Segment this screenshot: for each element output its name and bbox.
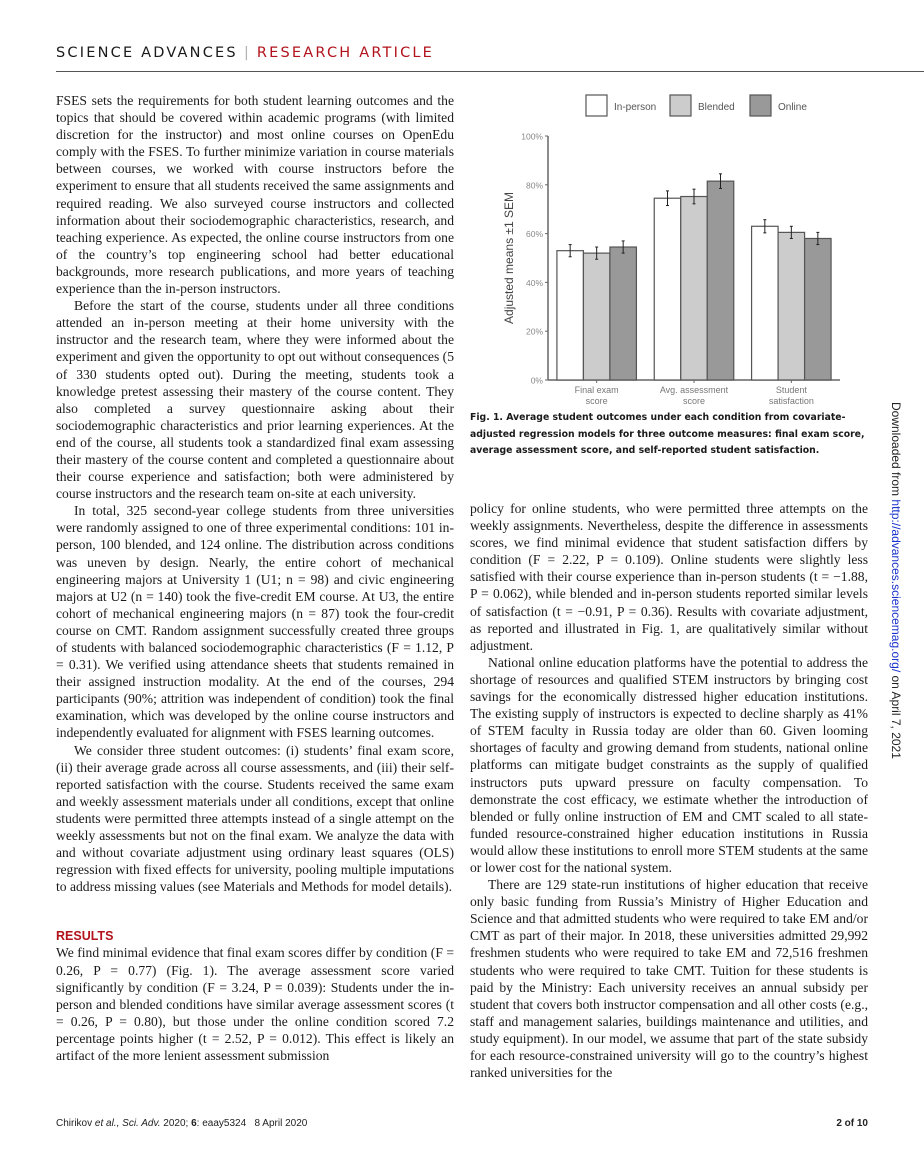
legend-label: In-person xyxy=(614,102,657,113)
bar-in-person xyxy=(654,198,681,380)
results-heading: RESULTS xyxy=(56,929,114,944)
x-tick-label: Student xyxy=(775,385,807,395)
download-note xyxy=(889,402,903,759)
y-tick-label: 40% xyxy=(525,277,543,288)
citation-etal: et al., xyxy=(94,1118,120,1129)
paragraph: There are 129 state-run institutions of higher education that receive only basic funding from Russia’s Ministry of Higher Education and Science and that admitted students who were required to take EM and/or CMT as part of their major. In 2018, these universities admitted 29,992 freshmen students who were required to take EM and 72,516 freshmen students who were required to take CMT. Tuition for these students is paid by the Ministry: Each university receives an annual subsidy per student that covers both instructor compensation and all other costs (e.g., staff and management salaries, buildings maintenance and utilities, and study equipment). In our model, we assume that part of the state subsidy for each resource-constrained university will go to the country’s highest ranked universities for the xyxy=(470,877,868,1081)
paragraph: Before the start of the course, students under all three conditions attended an in-person meeting at their home university with the instructor and the research team, where they were informed about the experiment and given the opportunity to opt out without consequences (5 of 330 students opted out). During the meeting, students took a knowledge pretest assessing their mastery of the course content. They also completed a survey questionnaire asking about their sociodemographic characteristics and prior learning experiences. At the end of the course, all students took a standardized final exam assessing their mastery of the course content and completed a questionnaire about their course experience and satisfaction; both were administered by course instructors and the research team on-site at each university. xyxy=(56,298,454,502)
y-axis-label: Adjusted means ±1 SEM xyxy=(502,192,516,324)
citation-year: 2020; xyxy=(163,1118,189,1129)
paragraph: policy for online students, who were permitted three attempts on the weekly assignments. Nevertheless, despite the difference in assessments scores, we find minimal evidence that student satisfaction differs by condition (F = 2.22, P = 0.109). Online students were slightly less satisfied with their course experience than in-person students (t = −1.88, P = 0.062), while blended and in-person students reported similar levels of satisfaction (t = −0.91, P = 0.36). Results with covariate adjustment, as reported and illustrated in Fig. 1, are qualitatively similar without adjustment. xyxy=(470,501,868,653)
article-type: RESEARCH ARTICLE xyxy=(256,45,435,61)
x-tick-label: Avg. assessment xyxy=(659,385,729,395)
bar-blended xyxy=(778,232,805,380)
legend-swatch-blended xyxy=(670,95,691,116)
x-tick-label: score xyxy=(682,396,706,406)
header-separator: | xyxy=(243,45,251,61)
citation-volume: 6 xyxy=(191,1118,197,1129)
citation-author: Chirikov xyxy=(56,1118,93,1129)
x-tick-label: score xyxy=(585,396,608,406)
citation-article: : eaay5324 xyxy=(196,1118,247,1129)
paragraph: In total, 325 second-year college students from three universities were randomly assigned to one of three experimental conditions: 101 in-person, 100 blended, and 124 online. The distribution across conditions was uneven by design. Nearly, the entire cohort of mechanical engineering majors at University 1 (U1; n = 98) and civic engineering majors at U2 (n = 140) took the five-credit EM course. At U3, the entire cohort of mechanical engineering majors (n = 87) took the four-credit course on CMT. Random assignment successfully created three groups of students with balanced sociodemographic characteristics (F = 1.12, P = 0.31). We verified using attendance sheets that students remained in their assigned instruction modality. At the end of the courses, 294 participants (90%; attrition was independent of condition) took the final examination, which was developed by the online course instructors and independently evaluated for alignment with FSES learning outcomes. xyxy=(56,503,454,741)
download-link[interactable]: http://advances.sciencemag.org/ xyxy=(889,499,903,673)
right-column xyxy=(470,500,868,1081)
download-suffix: on April 7, 2021 xyxy=(889,672,903,759)
bar-in-person xyxy=(752,226,779,380)
bar-online xyxy=(707,181,734,380)
bar-chart xyxy=(470,82,870,412)
paragraph: We consider three student outcomes: (i) students’ final exam score, (ii) their average grade across all course assessments, and (iii) their self-reported satisfaction with the course. Students received the same exam and weekly assessment materials under all conditions, except that online students were permitted three attempts instead of a single attempt on the weekly assessments but not on the final exam. We analyze the data with and without covariate adjustment using ordinary least squares (OLS) regression with fixed effects for university, pooling multiple imputations to address missing values (see Materials and Methods for model details). xyxy=(56,742,454,895)
citation-journal: Sci. Adv. xyxy=(122,1118,161,1129)
page-number: 2 of 10 xyxy=(836,1118,868,1129)
header-rule xyxy=(56,71,924,72)
journal-header xyxy=(56,45,434,61)
figure-caption: Fig. 1. Average student outcomes under each condition from covariate-adjusted regression models for three outcome measures: final exam score, average assessment score, and self-reported student satisfaction. xyxy=(470,412,865,456)
bar-blended xyxy=(681,197,708,380)
paragraph: FSES sets the requirements for both student learning outcomes and the topics that should be covered within academic programs (with limited discretion for the instructor) and most online courses on OpenEdu comply with the FSES. To further minimize variation in course materials between courses, we worked with course instructors before the experiment to ensure that all students received the same assignments and required reading. We also surveyed course instructors and collected information about their sociodemographic characteristics, research, and teaching experience. As expected, the online course instructors from one of the country’s top engineering school had better educational backgrounds, more research publications, and more years of teaching experience than the in-person instructors. xyxy=(56,93,454,297)
bar-blended xyxy=(583,253,609,380)
bar-in-person xyxy=(557,251,584,380)
legend-label: Online xyxy=(778,102,807,113)
bar-online xyxy=(610,247,637,380)
download-prefix: Downloaded from xyxy=(889,402,903,500)
y-tick-label: 60% xyxy=(525,229,543,240)
figure-1 xyxy=(470,82,870,412)
paragraph: We find minimal evidence that final exam scores differ by condition (F = 0.26, P = 0.77) (Fig. 1). The average assessment score varied significantly by condition (F = 3.24, P = 0.039): Students under the in-person and blended conditions have similar average assessment scores (t = 0.26, P = 0.80), but those under the online condition scored 7.2 percentage points higher (t = 2.52, P = 0.012). This effect is likely an artifact of the more lenient assessment submission xyxy=(56,945,454,1063)
legend-swatch-online xyxy=(750,95,771,116)
y-tick-label: 80% xyxy=(525,180,543,191)
citation-date: 8 April 2020 xyxy=(254,1118,308,1129)
paragraph: National online education platforms have the potential to address the shortage of resources and qualified STEM instructors by bringing cost savings for the economically distressed higher education institutions. The existing supply of instructors is expected to decline sharply as 41% of STEM faculty in Russia today are older than 60. Given looming shortages of faculty and growing demand from students, national online platforms can mitigate budget constraints as the supply of qualified instructors puts upward pressure on faculty compensation. To demonstrate the cost efficacy, we estimate whether the introduction of blended or fully online instruction of EM and CMT scaled to all state-funded resource-constrained higher education institutions in Russia would allow these institutions to enroll more STEM students at the same or lower cost for the national system. xyxy=(470,654,868,875)
y-tick-label: 0% xyxy=(530,375,543,386)
bar-online xyxy=(805,238,832,380)
x-tick-label: satisfaction xyxy=(768,396,814,406)
y-tick-label: 100% xyxy=(521,131,543,142)
legend-swatch-in-person xyxy=(586,95,607,116)
y-tick-label: 20% xyxy=(525,326,543,337)
legend-label: Blended xyxy=(698,102,735,113)
footer-citation xyxy=(56,1118,307,1129)
journal-name: SCIENCE ADVANCES xyxy=(56,45,238,61)
x-tick-label: Final exam xyxy=(574,385,619,395)
left-column xyxy=(56,92,454,1064)
